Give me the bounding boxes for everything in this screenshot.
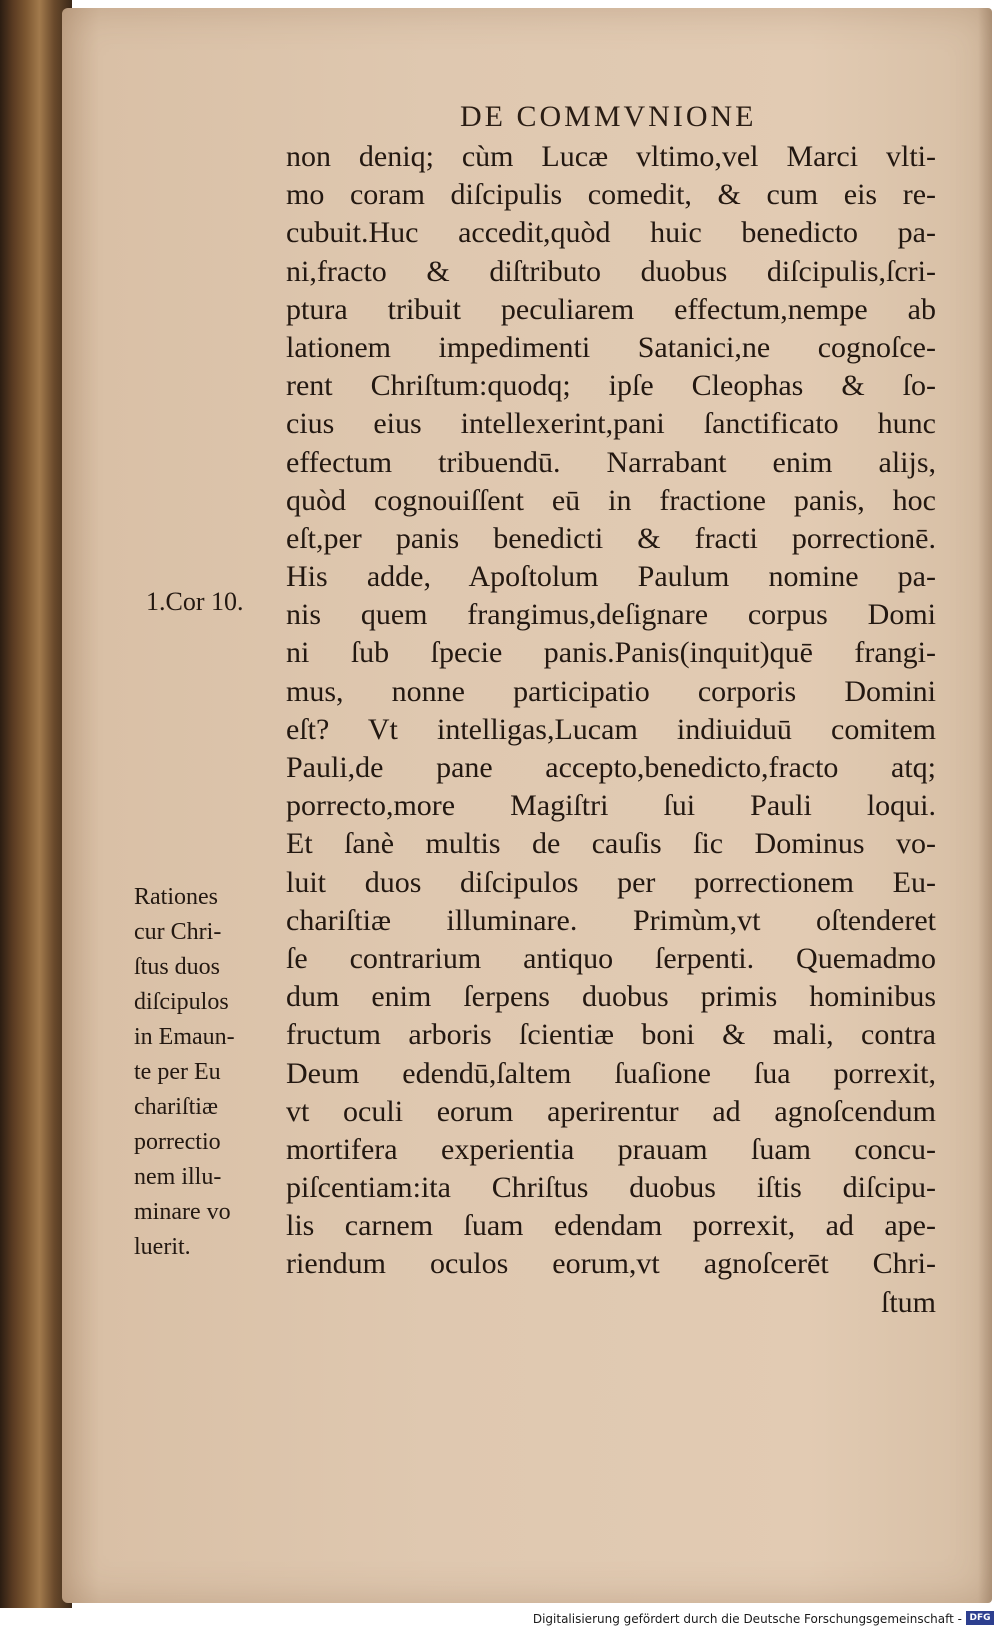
marginal-note-line: luerit.: [134, 1234, 191, 1260]
marginal-note: [134, 880, 279, 1265]
text-line: chariſtiæ illuminare. Primùm,vt oſtenderet: [286, 903, 936, 937]
text-line: luit duos diſcipulos per porrectionem Eu-: [286, 865, 936, 899]
text-line: fructum arboris ſcientiæ boni & mali, contra: [286, 1018, 936, 1052]
text-line: lationem impedimenti Satanici,ne cognoſce-: [286, 330, 936, 364]
page-edge-shadow: [978, 8, 992, 1603]
main-text-block: [286, 138, 936, 1322]
marginal-note-line: ſtus duos: [134, 954, 221, 980]
marginal-note-line: porrectio: [134, 1129, 221, 1155]
text-line: Deum edendū,ſaltem ſuaſione ſua porrexit,: [286, 1056, 936, 1090]
marginal-note-line: cur Chri-: [134, 919, 222, 945]
text-line: ſtum: [880, 1285, 936, 1319]
margin-bible-reference: 1.Cor 10.: [146, 587, 244, 616]
text-line: dum enim ſerpens duobus primis hominibus: [286, 980, 936, 1014]
text-line: non deniq; cùm Lucæ vltimo,vel Marci vlti-: [286, 140, 936, 173]
text-line: piſcentiam:ita Chriſtus duobus iſtis diſcipu-: [286, 1171, 936, 1205]
text-line: riendum oculos eorum,vt agnoſcerēt Chri-: [286, 1247, 936, 1281]
text-line: vt oculi eorum aperirentur ad agnoſcendum: [286, 1094, 936, 1128]
marginal-note-line: minare vo: [134, 1199, 231, 1225]
digitization-credit: Digitalisierung gefördert durch die Deutsche Forschungsgemeinschaft -: [532, 1612, 962, 1626]
text-line: mortifera experientia prauam ſuam concu-: [286, 1132, 936, 1166]
marginal-note-line: Rationes: [134, 884, 218, 910]
text-line: cubuit.Huc accedit,quòd huic benedicto pa-: [286, 216, 936, 250]
text-line: ſe contrarium antiquo ſerpenti. Quemadmo: [286, 941, 936, 975]
text-line: cius eius intellexerint,pani ſanctificato hunc: [286, 407, 936, 441]
text-line: effectum tribuendū. Narrabant enim alijs,: [286, 445, 936, 479]
text-line: porrecto,more Magiſtri ſui Pauli loqui.: [286, 789, 936, 823]
text-line: ni ſub ſpecie panis.Panis(inquit)quē frangi-: [286, 636, 936, 670]
marginal-note-line: diſcipulos: [134, 989, 229, 1015]
text-line: Pauli,de pane accepto,benedicto,fracto atq;: [286, 751, 936, 784]
marginal-note-line: te per Eu: [134, 1059, 221, 1085]
text-line: ptura tribuit peculiarem effectum,nempe ab: [286, 292, 936, 326]
marginal-note-line: chariſtiæ: [134, 1094, 218, 1120]
text-line: Et ſanè multis de cauſis ſic Dominus vo-: [286, 827, 936, 861]
dfg-logo: DFG: [966, 1611, 994, 1625]
text-line: nis quem frangimus,deſignare corpus Domi: [286, 598, 936, 632]
marginal-note-line: nem illu-: [134, 1164, 222, 1190]
text-line: eſt,per panis benedicti & fracti porrectionē.: [286, 521, 936, 555]
text-line: rent Chriſtum:quodq; ipſe Cleophas & ſo-: [286, 369, 936, 403]
text-line: mus, nonne participatio corporis Domini: [286, 674, 936, 708]
marginal-note-line: in Emaun-: [134, 1024, 235, 1050]
text-line: quòd cognouiſſent eū in fractione panis, hoc: [286, 483, 936, 517]
running-head: DE COMMVNIONE: [460, 100, 757, 133]
text-line: eſt? Vt intelligas,Lucam indiuiduū comitem: [286, 712, 936, 746]
text-line: mo coram diſcipulis comedit, & cum eis re-: [286, 178, 936, 212]
text-line: His adde, Apoſtolum Paulum nomine pa-: [286, 560, 936, 594]
text-line: ni,fracto & diſtributo duobus diſcipulis,ſcri-: [286, 254, 936, 288]
text-line: lis carnem ſuam edendam porrexit, ad ape-: [286, 1209, 936, 1243]
